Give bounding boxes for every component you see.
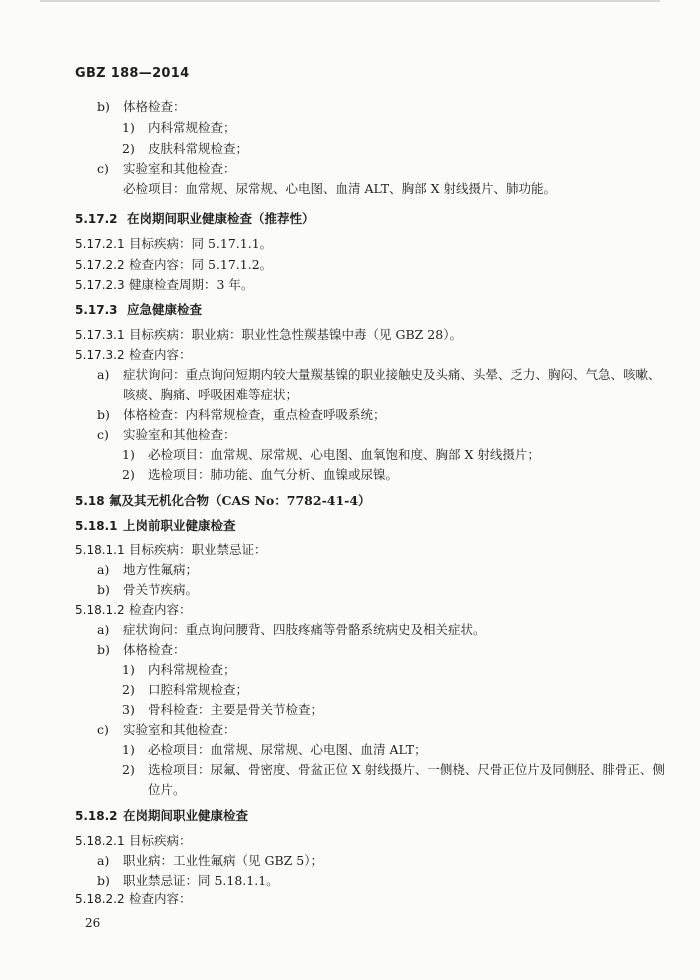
clause: 5.18.1.1 目标疾病：职业禁忌证： (75, 542, 267, 557)
list-item-b: b) 体格检查： (97, 99, 186, 114)
list-subitem: 2) 皮肤科常规检查； (122, 141, 249, 156)
list-subitem: 3) 骨科检查：主要是骨关节检查； (122, 702, 324, 717)
list-subitem: 1) 必检项目：血常规、尿常规、心电图、血清 ALT； (122, 742, 427, 757)
section-heading: 5.17.2 在岗期间职业健康检查（推荐性） (75, 211, 315, 226)
list-item-a: a) 职业病：工业性氟病（见 GBZ 5）； (97, 853, 324, 868)
list-subitem: 2) 口腔科常规检查； (122, 682, 249, 697)
clause: 5.17.2.3 健康检查周期：3 年。 (75, 277, 254, 292)
list-item-b: b) 体格检查：内科常规检查，重点检查呼吸系统； (97, 407, 386, 422)
list-subitem: 1) 内科常规检查； (122, 120, 236, 135)
list-item-c: c) 实验室和其他检查： (97, 161, 236, 176)
chapter-heading: 5.18 氟及其无机化合物（CAS No：7782-41-4） (75, 493, 371, 508)
standard-header: GBZ 188—2014 (75, 66, 190, 81)
list-subitem: 1) 必检项目：血常规、尿常规、心电图、血氧饱和度、胸部 X 射线摄片； (122, 447, 540, 462)
section-heading: 5.17.3 应急健康检查 (75, 302, 203, 317)
clause: 5.17.2.1 目标疾病：同 5.17.1.1。 (75, 236, 273, 251)
list-item-b: b) 职业禁忌证：同 5.18.1.1。 (97, 873, 279, 888)
list-subitem: 1) 内科常规检查； (122, 662, 236, 677)
list-item-b: b) 体格检查： (97, 642, 186, 657)
list-item-a: a) 地方性氟病； (97, 562, 199, 577)
list-item-c: c) 实验室和其他检查： (97, 427, 236, 442)
clause: 5.17.2.2 检查内容：同 5.17.1.2。 (75, 257, 273, 272)
list-item-c: c) 实验室和其他检查： (97, 722, 236, 737)
list-subitem: 2) 选检项目：肺功能、血气分析、血镍或尿镍。 (122, 467, 399, 482)
list-subitem-continuation: 位片。 (148, 782, 186, 797)
list-item-b: b) 骨关节疾病。 (97, 582, 199, 597)
list-item-continuation: 咳痰、胸痛、呼吸困难等症状； (123, 387, 299, 402)
section-heading: 5.18.2 在岗期间职业健康检查 (75, 808, 249, 823)
list-subitem: 2) 选检项目：尿氟、骨密度、骨盆正位 X 射线摄片、一侧桡、尺骨正位片及同侧胫、腓骨正、侧 (122, 762, 665, 777)
clause: 5.18.2.2 检查内容： (75, 891, 192, 906)
clause: 5.18.2.1 目标疾病： (75, 833, 192, 848)
list-item-a: a) 症状询问：重点询问短期内较大量羰基镍的职业接触史及头痛、头晕、乏力、胸闷、气急、咳嗽、 (97, 367, 661, 382)
scan-edge-line (40, 0, 660, 2)
page-number: 26 (85, 916, 101, 930)
clause: 5.17.3.1 目标疾病：职业病：职业性急性羰基镍中毒（见 GBZ 28）。 (75, 327, 462, 342)
list-item-a: a) 症状询问：重点询问腰背、四肢疼痛等骨骼系统病史及相关症状。 (97, 622, 486, 637)
section-heading: 5.18.1 上岗前职业健康检查 (75, 518, 236, 533)
paragraph: 必检项目：血常规、尿常规、心电图、血清 ALT、胸部 X 射线摄片、肺功能。 (123, 181, 556, 196)
clause: 5.17.3.2 检查内容： (75, 347, 192, 362)
clause: 5.18.1.2 检查内容： (75, 602, 192, 617)
